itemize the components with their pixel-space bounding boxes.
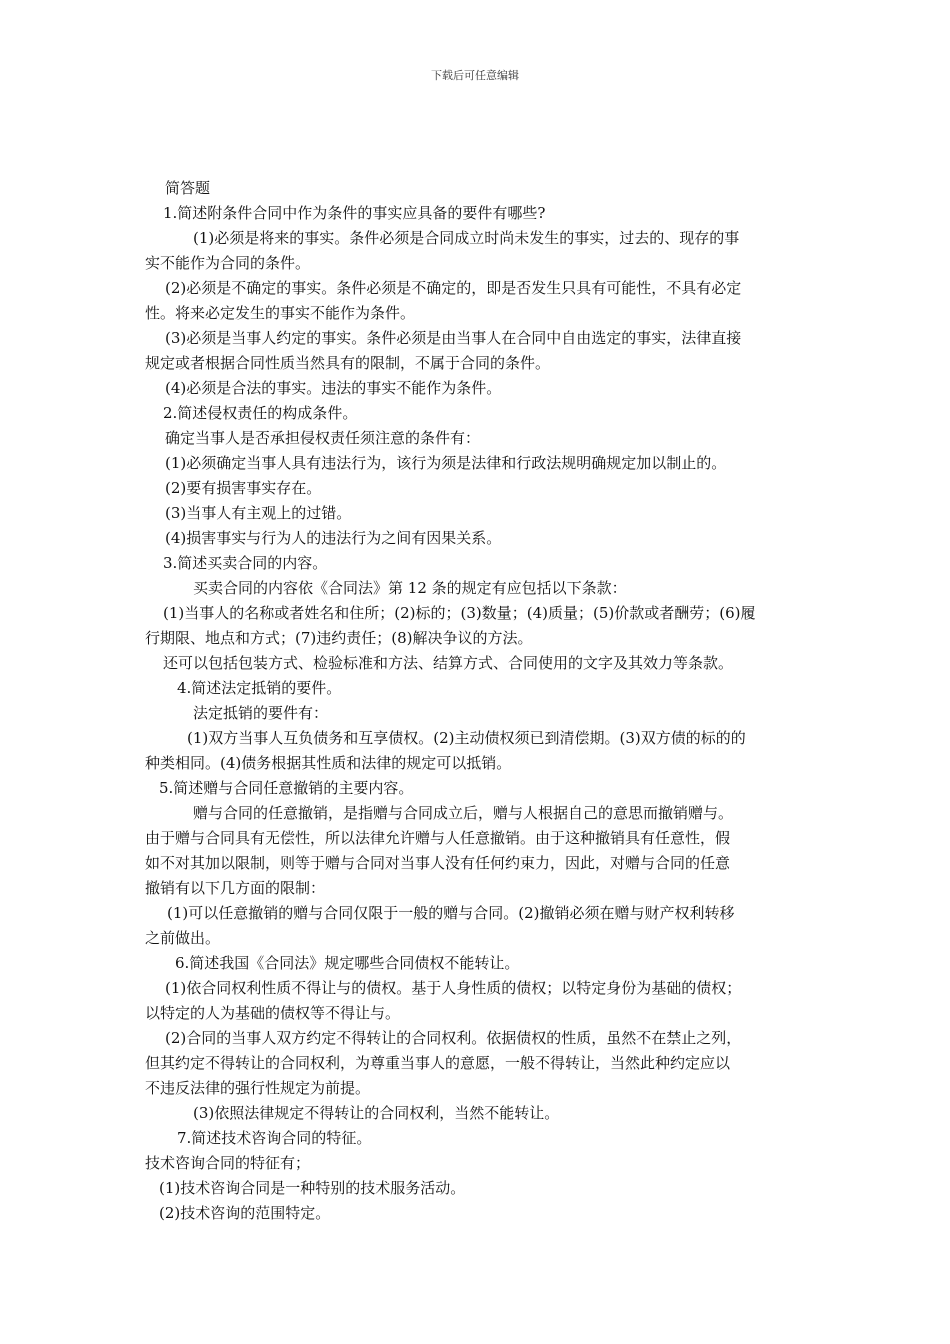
document-line: (4)损害事实与行为人的违法行为之间有因果关系。 [165,529,502,547]
document-line: 1.简述附条件合同中作为条件的事实应具备的要件有哪些? [163,204,546,222]
document-line: 实不能作为合同的条件。 [145,254,311,272]
document-line: (2)要有损害事实存在。 [165,479,322,497]
document-line: 2.简述侵权责任的构成条件。 [163,404,358,422]
page-header: 下载后可任意编辑 [431,69,519,82]
document-line: 之前做出。 [145,929,221,947]
document-line: (2)合同的当事人双方约定不得转让的合同权利。依据债权的性质，虽然不在禁止之列， [165,1029,742,1047]
document-line: 性。将来必定发生的事实不能作为条件。 [145,304,416,322]
document-line: 不违反法律的强行性规定为前提。 [145,1079,371,1097]
document-line: (1)必须是将来的事实。条件必须是合同成立时尚未发生的事实，过去的、现存的事 [193,229,740,247]
document-line: 如不对其加以限制，则等于赠与合同对当事人没有任何约束力，因此，对赠与合同的任意 [145,854,731,872]
document-line: 3.简述买卖合同的内容。 [163,554,328,572]
document-line: 规定或者根据合同性质当然具有的限制，不属于合同的条件。 [145,354,551,372]
document-line: 但其约定不得转让的合同权利，为尊重当事人的意愿，一般不得转让，当然此种约定应以 [145,1054,731,1072]
document-line: 赠与合同的任意撤销，是指赠与合同成立后，赠与人根据自己的意思而撤销赠与。 [193,804,734,822]
document-line: 5.简述赠与合同任意撤销的主要内容。 [159,779,414,797]
document-line: 以特定的人为基础的债权等不得让与。 [145,1004,401,1022]
document-line: (2)技术咨询的范围特定。 [159,1204,331,1222]
document-line: 撤销有以下几方面的限制： [145,879,326,897]
document-line: 技术咨询合同的特征有； [145,1154,311,1172]
document-line: (4)必须是合法的事实。违法的事实不能作为条件。 [165,379,502,397]
document-line: 法定抵销的要件有： [193,704,329,722]
document-line: 7.简述技术咨询合同的特征。 [177,1129,372,1147]
document-line: 由于赠与合同具有无偿性，所以法律允许赠与人任意撤销。由于这种撤销具有任意性，假 [145,829,731,847]
document-line: (1)可以任意撤销的赠与合同仅限于一般的赠与合同。(2)撤销必须在赠与财产权利转移 [167,904,735,922]
document-line: (3)依照法律规定不得转让的合同权利，当然不能转让。 [193,1104,560,1122]
document-line: (1)技术咨询合同是一种特别的技术服务活动。 [159,1179,466,1197]
document-line: 简答题 [165,179,211,197]
document-line: (3)必须是当事人约定的事实。条件必须是由当事人在合同中自由选定的事实，法律直接 [165,329,742,347]
document-line: (1)双方当事人互负债务和互享债权。(2)主动债权须已到清偿期。(3)双方债的标的的 [187,729,746,747]
document-line: (1)当事人的名称或者姓名和住所；(2)标的；(3)数量；(4)质量；(5)价款或者酬劳；(6)履 [163,604,756,622]
document-line: (1)必须确定当事人具有违法行为，该行为须是法律和行政法规明确规定加以制止的。 [165,454,727,472]
document-line: (2)必须是不确定的事实。条件必须是不确定的，即是否发生只具有可能性，不具有必定 [165,279,742,297]
document-line: 确定当事人是否承担侵权责任须注意的条件有： [165,429,481,447]
document-line: (1)依合同权利性质不得让与的债权。基于人身性质的债权；以特定身份为基础的债权； [165,979,742,997]
document-body [145,176,810,1226]
document-line: 买卖合同的内容依《合同法》第 12 条的规定有应包括以下条款： [193,579,627,597]
document-line: 还可以包括包装方式、检验标准和方法、结算方式、合同使用的文字及其效力等条款。 [163,654,734,672]
document-line: 行期限、地点和方式；(7)违约责任；(8)解决争议的方法。 [145,629,533,647]
document-line: (3)当事人有主观上的过错。 [165,504,352,522]
document-line: 种类相同。(4)债务根据其性质和法律的规定可以抵销。 [145,754,512,772]
document-line: 4.简述法定抵销的要件。 [177,679,342,697]
document-line: 6.简述我国《合同法》规定哪些合同债权不能转让。 [175,954,520,972]
